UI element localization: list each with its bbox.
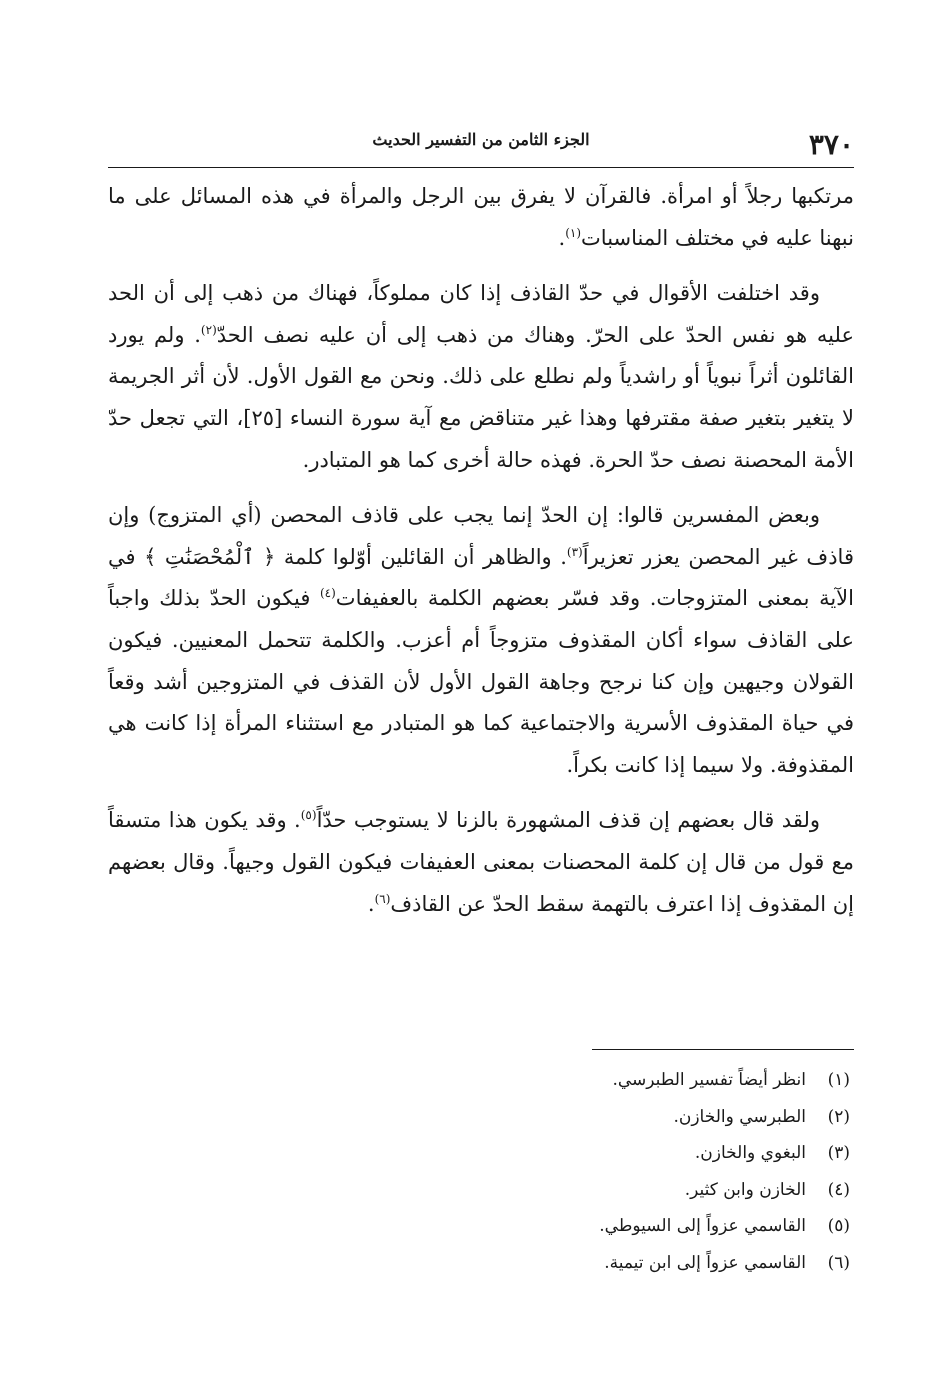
footnote-number: (٣) — [827, 1143, 850, 1163]
body-text — [108, 176, 854, 939]
footnote-text: البغوي والخازن. — [694, 1143, 806, 1163]
paragraph: مرتكبها رجلاً أو امرأة. فالقرآن لا يفرق بين الرجل والمرأة في هذه المسائل على ما نبهنا عليه في مختلف المناسبات$^{(١)}$. — [108, 184, 854, 250]
page-header — [108, 118, 854, 168]
footnote-text: القاسمي عزواً إلى ابن تيمية. — [604, 1252, 806, 1273]
footnote-ref: (٢) — [200, 322, 217, 337]
footnote-ref: (٣) — [566, 544, 583, 559]
footnote-number: (١) — [827, 1070, 850, 1090]
footnote — [300, 1099, 850, 1136]
footnote-separator — [592, 1049, 854, 1050]
footnote-number: (٦) — [827, 1252, 850, 1273]
footnote-ref: (١) — [565, 225, 582, 240]
footnote — [300, 1062, 850, 1099]
running-title: الجزء الثامن من التفسير الحديث — [372, 130, 590, 149]
footnote — [300, 1135, 850, 1172]
footnote — [300, 1172, 850, 1209]
footnote-text: انظر أيضاً تفسير الطبرسي. — [612, 1070, 806, 1090]
paragraph: وقد اختلفت الأقوال في حدّ القاذف إذا كان مملوكاً، فهناك من ذهب إلى أن الحد عليه هو نفس الحدّ على الحرّ. وهناك من ذهب إلى أن عليه نصف الحدّ$^{(٢)}$. ولم يورد القائلون أثراً نبوياً أو راشدياً ولم نطلع على ذلك. ونحن مع القول الأول. لأن أثر الجريمة لا يتغير بتغير صفة مقترفها وهذا غير متناقض مع آية سورة النساء [٢٥]، التي تجعل حدّ الأمة المحصنة نصف حدّ الحرة. فهذه حالة أخرى كما هو المتبادر. — [108, 281, 854, 472]
footnote-text: الطبرسي والخازن. — [673, 1106, 806, 1127]
page-number: ٣٧٠ — [808, 128, 854, 161]
footnote-text: القاسمي عزواً إلى السيوطي. — [599, 1216, 806, 1236]
footnote-ref: (٥) — [300, 808, 317, 823]
paragraph: وبعض المفسرين قالوا: إن الحدّ إنما يجب على قاذف المحصن (أي المتزوج) وإن قاذف غير المحصن يعزر تعزيراً$^{(٣)}$. والظاهر أن القائلين أوّلوا كلمة ﴿ ٱلْمُحْصَنَٰتِ ﴾ في الآية بمعنى المتزوجات. وقد فسّر بعضهم الكلمة بالعفيفات$^{(٤)}$ فيكون الحدّ بذلك واجباً على القاذف سواء أكان المقذوف متزوجاً أم أعزب. والكلمة تتحمل المعنيين. فيكون القولان وجيهين وإن كنا نرجح وجاهة القول الأول لأن القذف في المتزوجين أشد وقعاً في حياة المقذوف الأسرية والاجتماعية كما هو المتبادر مع استثناء المرأة إذا كانت هي المقذوفة. ولا سيما إذا كانت بكراً. — [108, 503, 854, 777]
footnote — [300, 1208, 850, 1245]
footnote — [300, 1245, 850, 1282]
footnote-text: الخازن وابن كثير. — [684, 1179, 806, 1200]
header-rule — [108, 167, 854, 168]
footnote-ref: (٤) — [319, 586, 336, 601]
footnotes-list — [300, 1062, 850, 1281]
footnote-number: (٥) — [827, 1216, 850, 1236]
footnote-ref: (٦) — [374, 891, 391, 906]
footnote-number: (٢) — [827, 1106, 850, 1127]
paragraph: ولقد قال بعضهم إن قذف المشهورة بالزنا لا يستوجب حدّاً$^{(٥)}$. وقد يكون هذا متسقاً مع قول من قال إن كلمة المحصنات بمعنى العفيفات فيكون القول وجيهاً. وقال بعضهم إن المقذوف إذا اعترف بالتهمة سقط الحدّ عن القاذف$^{(٦)}$. — [108, 808, 854, 916]
footnote-number: (٤) — [827, 1179, 850, 1200]
